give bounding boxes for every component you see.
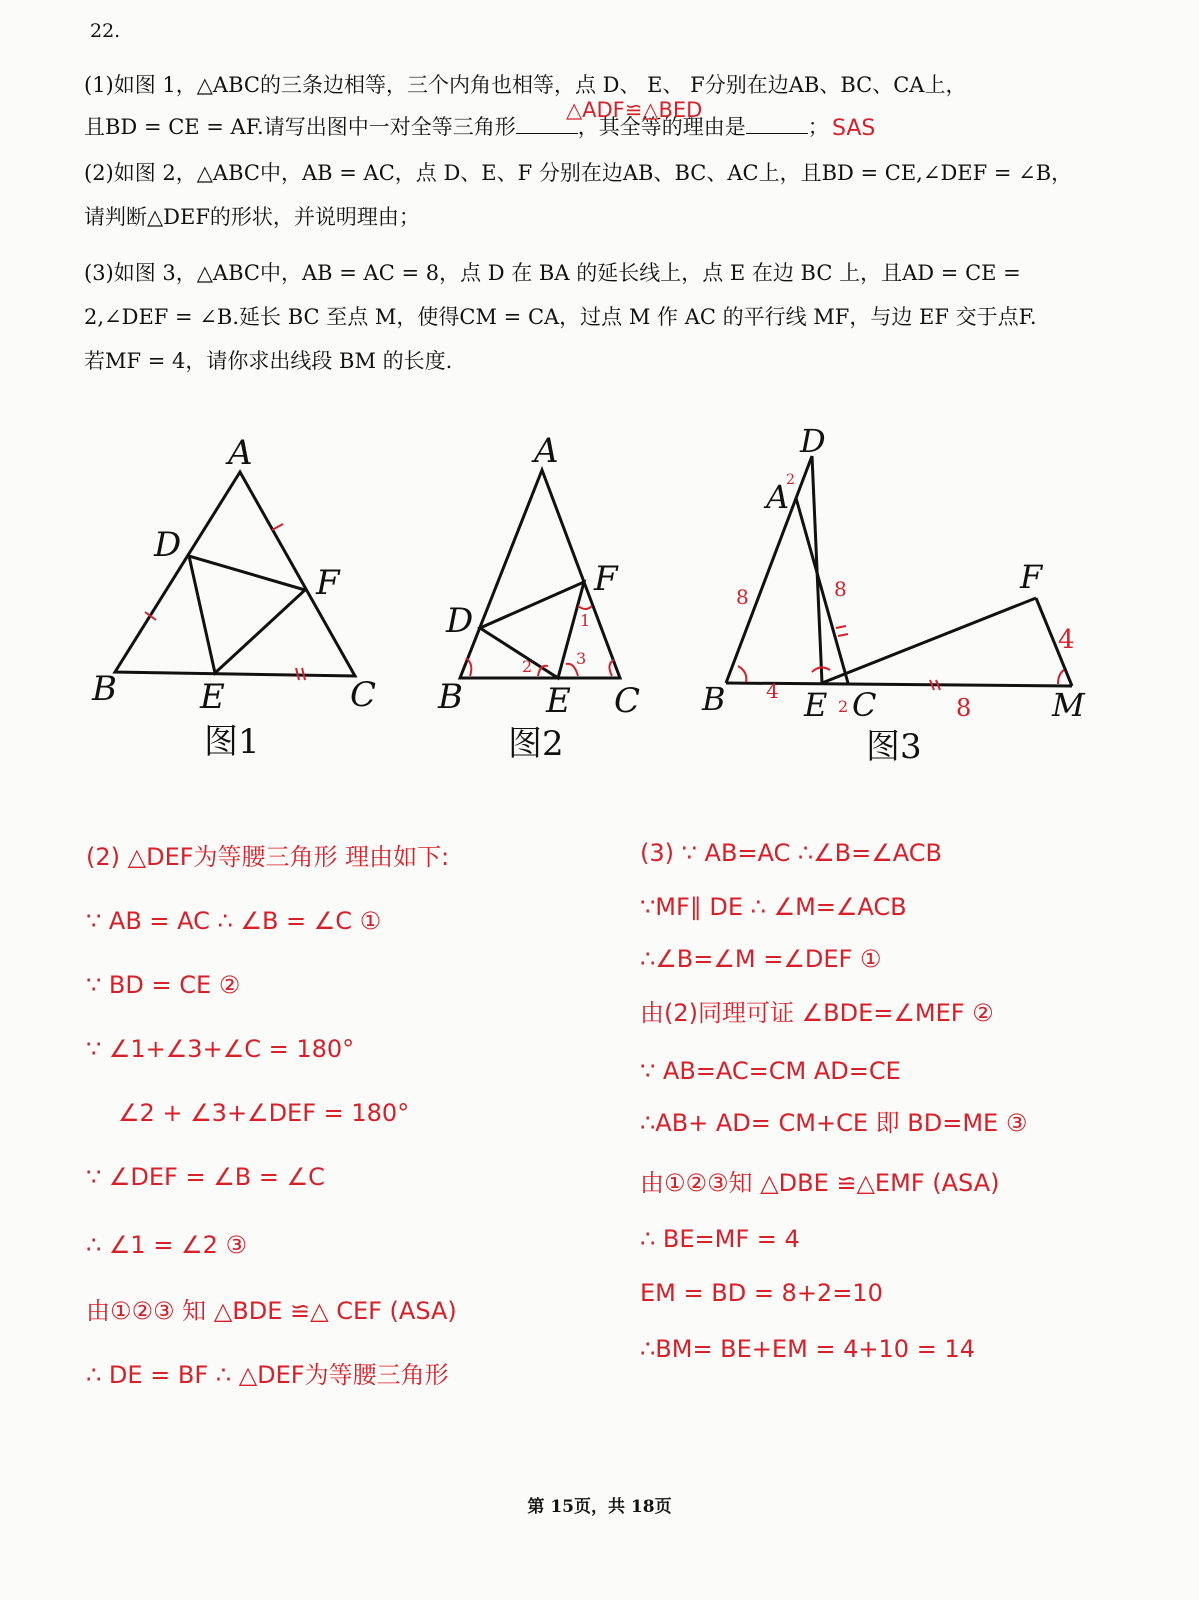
- fig3-caption: 图3: [866, 727, 922, 767]
- sol3-line-10: ∴BM= BE+EM = 4+10 = 14: [640, 1335, 975, 1363]
- sol3-line-9: EM = BD = 8+2=10: [640, 1279, 883, 1307]
- fig3-segment-ef: [822, 598, 1036, 683]
- fig2-label-e: E: [546, 681, 571, 721]
- fig3-mf-length: 4: [1058, 625, 1075, 655]
- fig3-label-c: C: [852, 686, 877, 724]
- sol2-line-2: ∵ AB = AC ∴ ∠B = ∠C ①: [86, 907, 382, 935]
- sol3-line-1: (3) ∵ AB=AC ∴∠B=∠ACB: [640, 839, 942, 867]
- fig2-angle-2: 2: [522, 657, 533, 676]
- fig2-label-d: D: [446, 601, 474, 641]
- fig2-caption: 图2: [508, 724, 564, 764]
- question-number: 22.: [90, 20, 121, 42]
- fig1-triangle-def: [189, 556, 305, 673]
- question-part1-line1: (1)如图 1，△ABC的三条边相等，三个内角也相等，点 D、 E、 F分别在边AB、BC、CA上，: [84, 73, 967, 97]
- fig3-ac-length: 8: [834, 577, 847, 601]
- answer-reason: SAS: [832, 116, 876, 141]
- fig3-label-d: D: [800, 422, 826, 460]
- sol3-line-5: ∵ AB=AC=CM AD=CE: [640, 1057, 901, 1085]
- fig3-label-a: A: [766, 478, 790, 516]
- fig1-label-a: A: [228, 433, 253, 473]
- sol3-line-7: 由①②③知 △DBE ≌△EMF (ASA): [640, 1169, 1000, 1197]
- sol3-line-8: ∴ BE=MF = 4: [640, 1225, 800, 1253]
- question-part3-line2: 2,∠DEF = ∠B.延长 BC 至点 M，使得CM = CA，过点 M 作 AC 的平行线 MF，与边 EF 交于点F.: [84, 305, 1037, 329]
- fig3-label-b: B: [702, 680, 726, 718]
- fig3-ec-length: 2: [838, 697, 849, 716]
- fig1-label-e: E: [200, 677, 225, 717]
- sol2-line-9: ∴ DE = BF ∴ △DEF为等腰三角形: [86, 1361, 449, 1389]
- sol2-line-5: ∠2 + ∠3+∠DEF = 180°: [118, 1099, 410, 1127]
- question-part2-line1: (2)如图 2，△ABC中，AB = AC，点 D、E、F 分别在边AB、BC、AC上，且BD = CE,∠DEF = ∠B，: [84, 161, 1073, 185]
- fig2-label-c: C: [614, 681, 641, 721]
- fig2-angle-1: 1: [580, 611, 591, 630]
- fig1-label-c: C: [350, 675, 377, 715]
- fig3-be-length: 4: [766, 679, 779, 703]
- question-part2-line2: 请判断△DEF的形状，并说明理由；: [84, 205, 420, 229]
- fig1-label-b: B: [92, 669, 117, 709]
- fig3-label-f: F: [1020, 558, 1043, 596]
- fig3-label-e: E: [804, 686, 828, 724]
- fig1-caption: 图1: [204, 722, 260, 762]
- sol2-line-6: ∵ ∠DEF = ∠B = ∠C: [86, 1163, 325, 1191]
- fig1-label-f: F: [316, 563, 340, 603]
- question-part3-line1: (3)如图 3，△ABC中，AB = AC = 8，点 D 在 BA 的延长线上，点 E 在边 BC 上，且AD = CE =: [84, 261, 1021, 285]
- sol3-line-3: ∴∠B=∠M =∠DEF ①: [640, 945, 882, 973]
- question-part3-line3: 若MF = 4，请你求出线段 BM 的长度.: [84, 349, 453, 373]
- fig2-angle-3: 3: [576, 649, 587, 668]
- sol3-line-6: ∴AB+ AD= CM+CE 即 BD=ME ③: [640, 1109, 1028, 1137]
- fig3-ab-length: 8: [736, 585, 749, 609]
- fig3-cm-length: 8: [956, 694, 972, 722]
- part1-line2-text-b: ，其全等的理由是: [577, 115, 746, 139]
- sol3-line-4: 由(2)同理可证 ∠BDE=∠MEF ②: [640, 999, 994, 1027]
- part1-line2-text-c: ；: [807, 115, 829, 139]
- sol2-line-7: ∴ ∠1 = ∠2 ③: [86, 1231, 247, 1259]
- sol2-line-1: (2) △DEF为等腰三角形 理由如下:: [86, 843, 450, 871]
- part1-line2-text-a: 且BD = CE = AF.请写出图中一对全等三角形: [84, 115, 516, 139]
- sol3-line-2: ∵MF∥ DE ∴ ∠M=∠ACB: [640, 893, 907, 921]
- fig2-label-b: B: [438, 677, 463, 717]
- fig3-ad-length: 2: [786, 472, 795, 488]
- fig2-label-f: F: [594, 559, 618, 599]
- fig3-marks: [738, 626, 1064, 690]
- fig3-segment-de: [812, 456, 822, 683]
- sol2-line-4: ∵ ∠1+∠3+∠C = 180°: [86, 1035, 355, 1063]
- fig3-label-m: M: [1052, 686, 1085, 724]
- fig2-label-a: A: [534, 431, 559, 471]
- page-footer: 第 15页，共 18页: [527, 1497, 672, 1517]
- answer-congruent-pair: △ADF≌△BED: [566, 98, 703, 122]
- sol2-line-3: ∵ BD = CE ②: [86, 971, 241, 999]
- sol2-line-8: 由①②③ 知 △BDE ≌△ CEF (ASA): [86, 1297, 457, 1325]
- fig1-label-d: D: [154, 525, 182, 565]
